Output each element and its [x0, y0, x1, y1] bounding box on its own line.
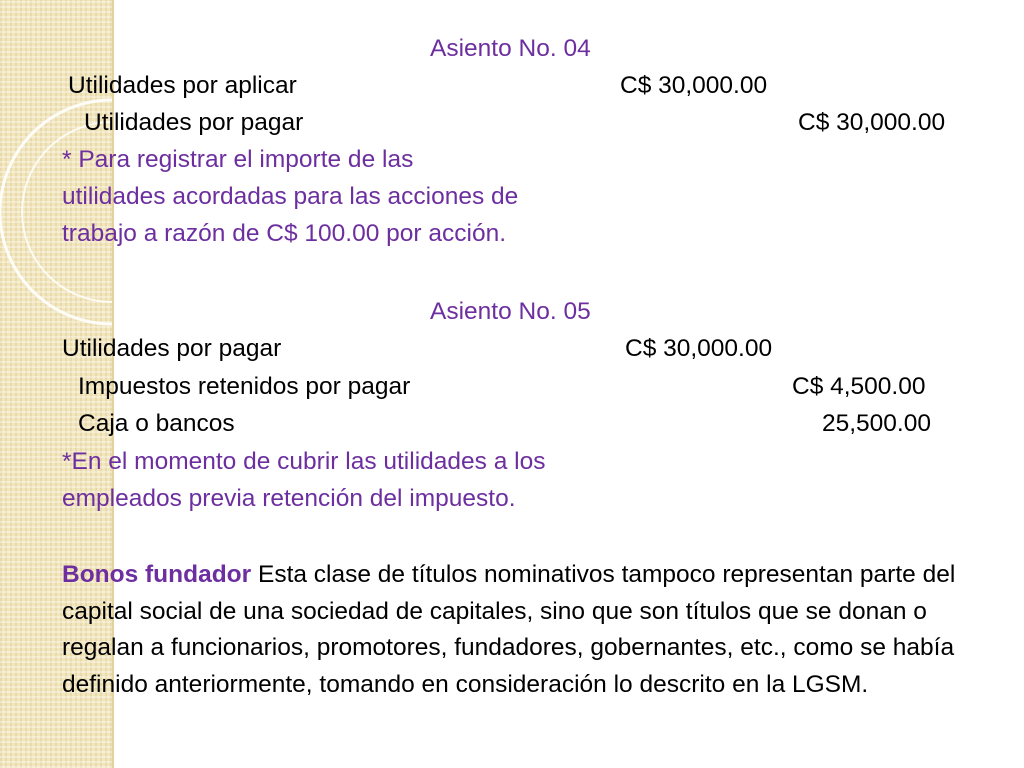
entry-05-credit2-amount: 25,500.00 — [822, 410, 931, 437]
entry-05-title: Asiento No. 05 — [430, 298, 591, 325]
entry-04-title: Asiento No. 04 — [430, 35, 591, 62]
entry-05-credit2-account: Caja o bancos — [78, 410, 235, 437]
entry-05-debit-amount: C$ 30,000.00 — [625, 335, 773, 362]
entry-04-credit-amount: C$ 30,000.00 — [798, 109, 946, 136]
entry-05-credit1-account: Impuestos retenidos por pagar — [78, 373, 411, 400]
bonos-text: Esta clase de títulos nominativos tampoco representan parte del capital social de una sociedad de capitales, sino que son títulos que se donan o regalan a funcionarios, promotores, fundadores, gobernantes, etc., como se había definido anteriormente, tomando en consideración lo descrito en la LGSM. — [62, 561, 956, 698]
bonos-paragraph — [62, 557, 982, 703]
entry-05-note-line: empleados previa retención del impuesto. — [62, 485, 516, 512]
entry-04-note-line: * Para registrar el importe de las — [62, 146, 414, 173]
entry-04-debit-amount: C$ 30,000.00 — [620, 72, 768, 99]
entry-05-note-line: *En el momento de cubrir las utilidades a los — [62, 448, 546, 475]
entry-04-note-line: trabajo a razón de C$ 100.00 por acción. — [62, 220, 507, 247]
entry-04-note-line: utilidades acordadas para las acciones de — [62, 183, 519, 210]
entry-04-debit-account: Utilidades por aplicar — [68, 72, 297, 99]
entry-04-credit-account: Utilidades por pagar — [84, 109, 304, 136]
entry-05-credit1-amount: C$ 4,500.00 — [792, 373, 926, 400]
bonos-term: Bonos fundador — [62, 561, 252, 588]
entry-05-debit-account: Utilidades por pagar — [62, 335, 282, 362]
